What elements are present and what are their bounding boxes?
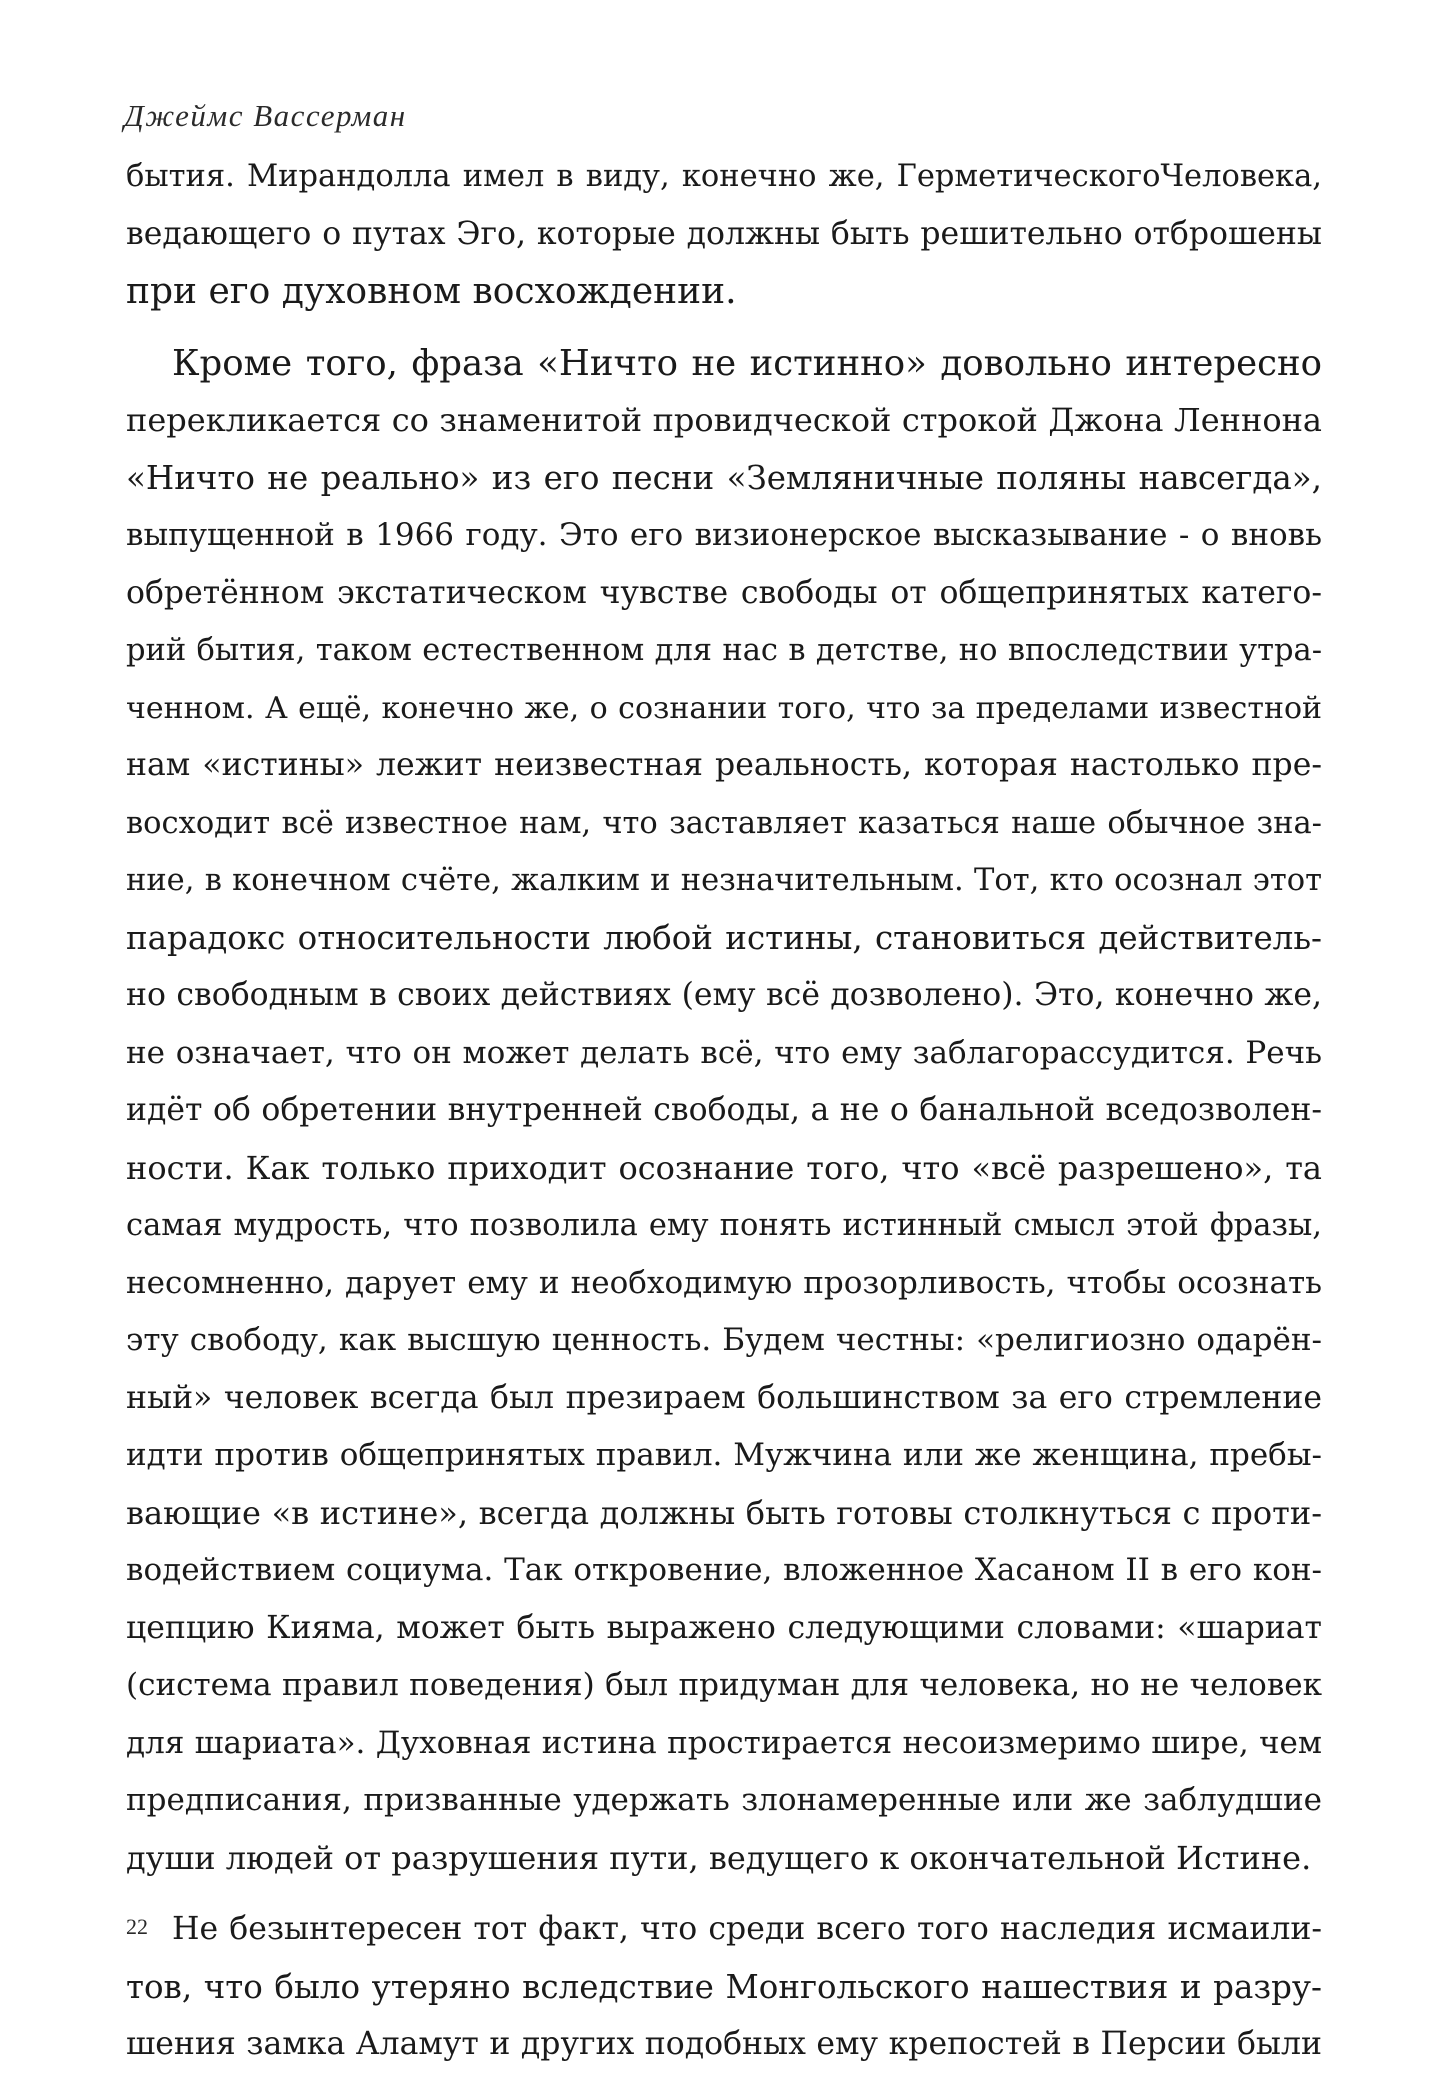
paragraph-1 [126, 148, 1322, 321]
text-line: (система правил поведения) был придуман для человека, но не человек [126, 1667, 1322, 1703]
text-line: Кроме того, фраза «Ничто не истинно» довольно интересно [172, 342, 1322, 384]
text-line: несомненно, дарует ему и необходимую прозорливость, чтобы осознать [126, 1264, 1322, 1301]
text-line: бытия. Мирандолла имел в виду, конечно же, ГерметическогоЧеловека, [126, 159, 1322, 194]
text-line: ный» человек всегда был презираем большинством за его стремление [126, 1379, 1322, 1416]
text-line: Не безынтересен тот факт, что среди всего того наследия исмаили- [172, 1911, 1322, 1947]
text-line: тов, что было утеряно вследствие Монгольского нашествия и разру- [126, 1967, 1322, 2006]
text-line: идёт об обретении внутренней свободы, а не о банальной вседозволен- [126, 1092, 1322, 1128]
text-line: обретённом экстатическом чувстве свободы от общепринятых катего- [126, 574, 1322, 611]
text-line: идти против общепринятых правил. Мужчина или же женщина, пребы- [126, 1437, 1322, 1473]
text-line: предписания, призванные удержать злонамеренные или же заблудшие [126, 1782, 1322, 1818]
text-line: но свободным в своих действиях (ему всё дозволено). Это, конечно же, [126, 977, 1322, 1013]
text-line: водействием социума. Так откровение, вложенное Хасаном II в его кон- [126, 1552, 1322, 1588]
text-line: самая мудрость, что позволила ему понять истинный смысл этой фразы, [126, 1208, 1322, 1243]
text-line: «Ничто не реально» из его песни «Земляничные поляны навсегда», [126, 458, 1322, 497]
text-line: ченном. А ещё, конечно же, о сознании того, что за пределами известной [126, 690, 1322, 726]
paragraph-2 [126, 335, 1322, 1888]
text-line: эту свободу, как высшую ценность. Будем честны: «религиозно одарён- [126, 1322, 1322, 1358]
text-line: выпущенной в 1966 году. Это его визионерское высказывание - о вновь [126, 517, 1322, 553]
text-line: цепцию Кияма, может быть выражено следующими словами: «шариат [126, 1609, 1322, 1646]
text-line: ние, в конечном счёте, жалким и незначительным. Тот, кто осознал этот [126, 863, 1322, 898]
page-number: 22 [126, 1914, 148, 1939]
text-line: шения замка Аламут и других подобных ему крепостей в Персии были [126, 2026, 1322, 2062]
text-line: восходит всё известное нам, что заставляет казаться наше обычное зна- [126, 805, 1322, 841]
text-line: перекликается со знаменитой провидческой строкой Джона Леннона [126, 401, 1322, 439]
text-line: ведающего о путах Эго, которые должны быть решительно отброшены [126, 215, 1322, 252]
text-line: души людей от разрушения пути, ведущего к окончательной Истине. [126, 1838, 1312, 1877]
text-line: вающие «в истине», всегда должны быть готовы столкнуться с проти- [126, 1493, 1322, 1532]
text-line: не означает, что он может делать всё, что ему заблагорассудится. Речь [126, 1034, 1322, 1071]
text-line: рий бытия, таком естественном для нас в детстве, но впоследствии утра- [126, 633, 1322, 668]
text-line: при его духовном восхождении. [126, 271, 737, 312]
text-line: нам «истины» лежит неизвестная реальность, которая настолько пре- [126, 747, 1322, 783]
text-line: для шариата». Духовная истина простирается несоизмеримо шире, чем [126, 1724, 1322, 1761]
running-head-author: Джеймс Вассерман [124, 98, 407, 133]
text-line: парадокс относительности любой истины, становиться действитель- [126, 918, 1322, 957]
body-text [126, 148, 1322, 2074]
text-line: ности. Как только приходит осознание того, что «всё разрешено», та [126, 1148, 1322, 1187]
